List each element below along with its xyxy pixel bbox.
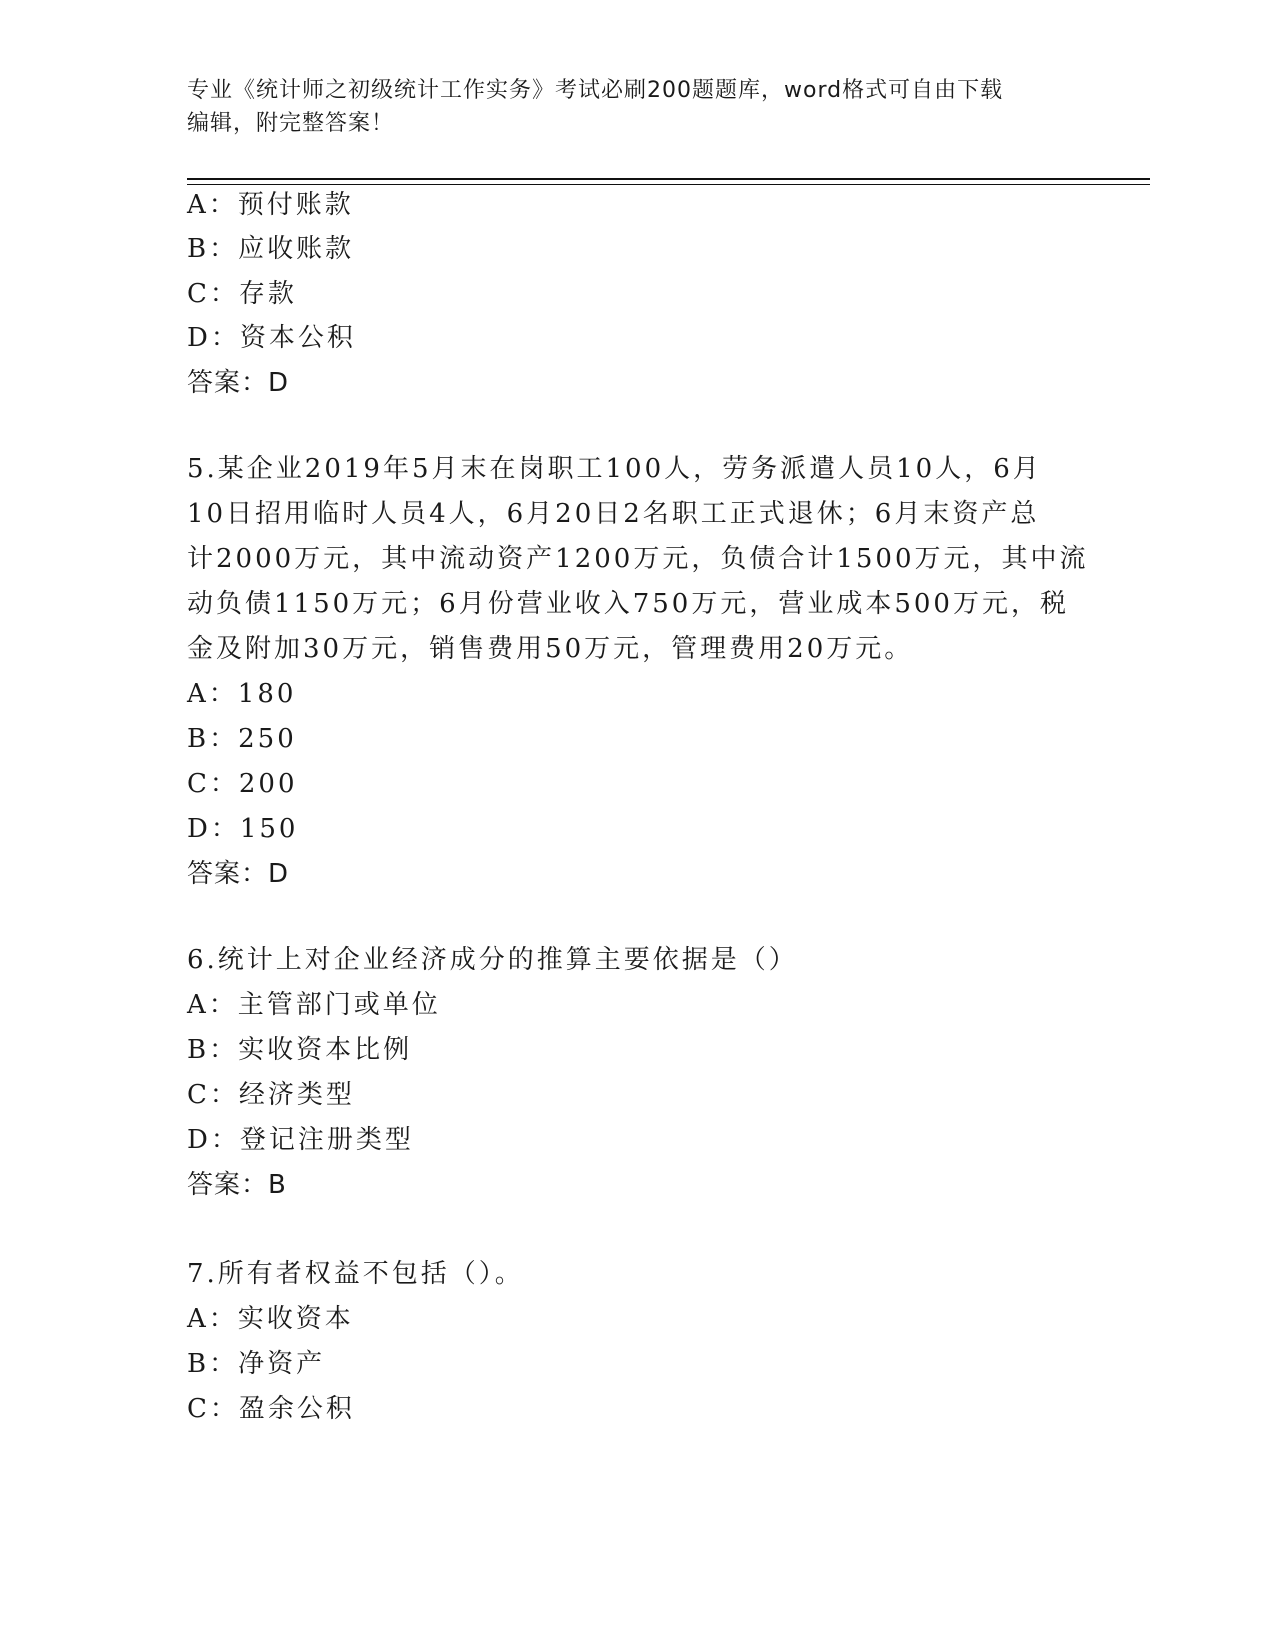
q6-option-a: A：主管部门或单位 <box>187 990 441 1020</box>
q6-option-c: C：经济类型 <box>187 1080 355 1110</box>
q5-text-line-4: 动负债1150万元；6月份营业收入750万元，营业成本500万元，税 <box>187 589 1069 619</box>
q6-option-b: B：实收资本比例 <box>187 1035 413 1065</box>
q4-option-c: C：存款 <box>187 279 297 309</box>
header-line-2: 编辑，附完整答案！ <box>187 111 395 136</box>
header-line-1: 专业《统计师之初级统计工作实务》考试必刷200题题库，word格式可自由下载 <box>187 78 1004 103</box>
document-header <box>187 74 1087 140</box>
q6-answer: 答案：B <box>187 1170 287 1200</box>
q5-text-line-3: 计2000万元，其中流动资产1200万元，负债合计1500万元，其中流 <box>187 544 1089 574</box>
q7-option-a: A：实收资本 <box>187 1304 354 1334</box>
q7-option-c: C：盈余公积 <box>187 1394 355 1424</box>
q5-text-line-5: 金及附加30万元，销售费用50万元，管理费用20万元。 <box>187 634 914 664</box>
q4-option-d: D：资本公积 <box>187 323 356 353</box>
q6-option-d: D：登记注册类型 <box>187 1125 414 1155</box>
header-divider-thick <box>187 178 1150 180</box>
q5-option-b: B：250 <box>187 724 297 754</box>
q4-option-a: A：预付账款 <box>187 190 354 220</box>
q5-text-line-2: 10日招用临时人员4人，6月20日2名职工正式退休；6月末资产总 <box>187 499 1040 529</box>
q5-answer: 答案：D <box>187 859 290 889</box>
q4-option-b: B：应收账款 <box>187 234 355 264</box>
header-divider-thin <box>187 184 1150 185</box>
q4-answer: 答案：D <box>187 368 290 398</box>
q5-option-a: A：180 <box>187 679 297 709</box>
q5-option-c: C：200 <box>187 769 298 799</box>
q5-option-d: D：150 <box>187 814 299 844</box>
q5-text-line-1: 5.某企业2019年5月末在岗职工100人，劳务派遣人员10人，6月 <box>187 454 1042 484</box>
q6-question: 6.统计上对企业经济成分的推算主要依据是（） <box>187 945 798 975</box>
q7-question: 7.所有者权益不包括（）。 <box>187 1259 524 1289</box>
q7-option-b: B：净资产 <box>187 1349 326 1379</box>
